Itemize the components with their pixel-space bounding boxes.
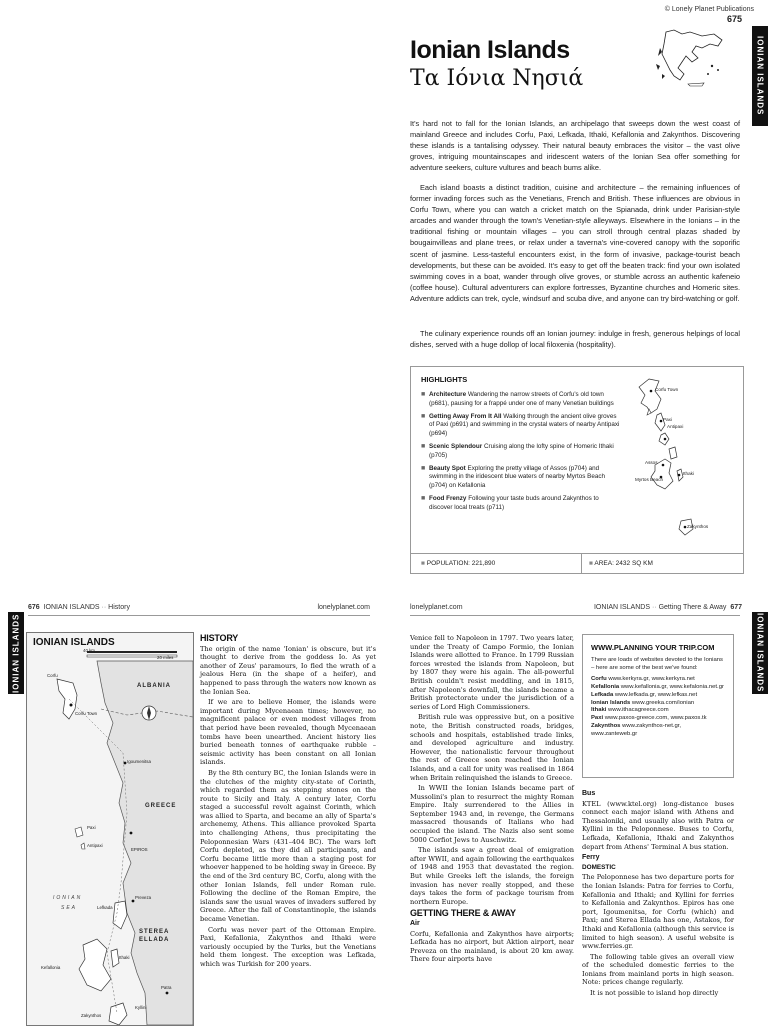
- highlight-item: ■ Food Frenzy Following your taste buds around Zakynthos to discover local treats (p711): [421, 494, 599, 511]
- websites-title: WWW.PLANNING YOUR TRIP.COM: [591, 643, 715, 652]
- map-label-paxi: Paxi: [663, 417, 672, 422]
- map-label-sea: SEA: [61, 905, 78, 911]
- map-label-corfu-town: Corfu Town: [75, 711, 98, 716]
- map-label-ellada: ELLADA: [139, 937, 170, 943]
- chapter-title: Ionian Islands: [410, 36, 570, 64]
- head-rule: [28, 615, 370, 616]
- ferry-paragraph: The Peloponnese has two departure ports for the Ionian Islands: Patra for ferries to Corfu, Kefallonia and Ithaki; and Kyllini for ferries to Kefallonia and Zakynthos. Epiros has one port, Igoumenitsa, for Corfu (which) and Paxi; and Sterea Ellada has one, Astakos, for Ithaki and Kefallonia (although this service is limited to high season). A useful website is www.ferries.gr.: [582, 873, 734, 951]
- highlights-box: [410, 366, 744, 574]
- map-label-sterea: STEREA: [139, 929, 170, 935]
- bullet-icon: ■: [421, 464, 426, 472]
- history-paragraph: If we are to believe Homer, the islands were important during Mycenaean times; however, no magnificent palace or even modest villages from that period have been revealed, though Mycenaean tombs have been unearthed. Ancient history lies buried beneath tonnes of earthquake rubble – seismic activity has been constant on all Ionian islands.: [200, 698, 376, 767]
- map-label-antipaxi: Antipaxi: [667, 424, 684, 429]
- highlights-footer: [411, 553, 743, 574]
- side-tab: IONIAN ISLANDS: [752, 612, 768, 694]
- history-column-continued: [410, 634, 574, 966]
- history-paragraph: By the 8th century BC, the Ionian Islands were in the clutches of the mighty city-state of Corinth, which regarded them as stepping stones on the route to Sicily and Italy. A century later, Corfu staged a successful revolt against Corinth, which was allied to Sparta, and became an ally of Sparta's archenemy, Athens. This alliance provoked Sparta into challenging Athens, thus precipitating the Peloponnesian Wars (431–404 BC). The wars left Corfu depleted, as they did all participants, and Corfu became little more than a staging post for whoever happened to be holding sway in Greece. By the end of the 3rd century BC, Corfu, along with the other Ionian Islands, fell under Roman rule. Following the decline of the Roman Empire, the islands saw the usual waves of invaders suffered by Greece. After the fall of Constantinople, the islands became Venetian.: [200, 768, 376, 923]
- scale-km: 40 km: [83, 648, 95, 653]
- scale-mi: 20 miles: [157, 655, 174, 660]
- map-label-kefallonia: Kefallonia: [41, 965, 61, 970]
- getting-there-heading: GETTING THERE & AWAY: [410, 908, 516, 919]
- ferry-heading: Ferry: [582, 854, 600, 862]
- bullet-icon: ■: [421, 442, 426, 450]
- website-link[interactable]: www.zakynthos-net.gr, www.zanteweb.gr: [591, 723, 682, 738]
- bullet-icon: ■: [421, 494, 426, 502]
- websites-intro: There are loads of websites devoted to the Ionians – here are some of the best we've found:: [591, 657, 723, 671]
- population-stat: ■ POPULATION: 221,890: [421, 560, 496, 567]
- map-label-patra: Patra: [161, 985, 172, 990]
- websites-list: [591, 657, 727, 739]
- head-rule: [410, 615, 740, 616]
- running-head: IONIAN ISLANDS ·· Getting There & Away 677: [593, 604, 742, 611]
- side-tab: IONIAN ISLANDS: [8, 612, 24, 694]
- map-label-kyllini: Kyllini: [135, 1005, 147, 1010]
- website-link[interactable]: www.kefallonia.gr, www.kefalonia.net.gr: [620, 683, 724, 690]
- map-label-ionian: IONIAN: [53, 895, 83, 901]
- map-label-albania: ALBANIA: [137, 683, 171, 689]
- website-entry: Ionian Islands www.greeka.com/ionian: [591, 699, 695, 706]
- highlight-item: ■ Getting Away From It All Walking through the ancient olive groves of Paxi (p691) and swimming in the crystal waters of nearby Antipaxi (p694): [421, 412, 620, 438]
- website-entry: Paxi www.paxos-greece.com, www.paxos.tk: [591, 715, 707, 722]
- map-label-zakynthos: Zakynthos: [81, 1013, 102, 1018]
- bullet-icon: ■: [421, 412, 426, 420]
- map-label-corfu: Corfu: [47, 673, 58, 678]
- website-link[interactable]: www.ithacagreece.com: [608, 707, 669, 714]
- website-link[interactable]: www.paxos-greece.com, www.paxos.tk: [604, 715, 707, 722]
- map-label-igoumenitsa: Igoumenitsa: [127, 759, 151, 764]
- history-paragraph: British rule was oppressive but, on a positive note, the British constructed roads, bridges, schools and hospitals, established trade links, and developed agriculture and industry. However, the nationalistic fervour throughout the rest of Greece soon reached the Ionian Islands, and a call for unity was realised in 1864 when Britain relinquished the islands to Greece.: [410, 713, 574, 782]
- map-label-lefkada: Lefkada: [97, 905, 113, 910]
- locator-map: [652, 26, 732, 88]
- map-label-greece: GREECE: [145, 803, 177, 809]
- websites-box: [582, 634, 734, 778]
- history-paragraph: The origin of the name 'Ionian' is obscure, but it's thought to derive from the goddess Io. As yet another of Zeus' paramours, Io fled the wrath of a jealous Hera (in the shape of a heifer), and happened to pass through the waters now known as the Ionian Sea.: [200, 644, 376, 696]
- map-label-preveza: Preveza: [135, 895, 152, 900]
- map-label-ithaki: Ithaki: [683, 471, 694, 476]
- website-entry: Ithaki www.ithacagreece.com: [591, 707, 669, 714]
- map-label-assos: Assos: [645, 460, 658, 465]
- history-paragraph: In WWII the Ionian Islands became part of Mussolini's plan to resurrect the mighty Roman Empire. Italy surrendered to the Allies in September 1943 and, in revenge, the Germans massacred thousands of Italians who had occupied the island. The Nazis also sent some 5000 Corfiot Jews to Auschwitz.: [410, 784, 574, 844]
- website-entry: Corfu www.kerkyra.gr, www.kerkyra.net: [591, 675, 695, 682]
- map-label-epiros: EPIROS: [131, 847, 148, 852]
- intro-paragraph-1: It's hard not to fall for the Ionian Islands, an archipelago that sweeps down the west coast of mainland Greece and includes Corfu, Paxi, Lefkada, Ithaki, Kefallonia and Zakynthos. Discovering these islands is a tantalising odyssey. Their natural beauty embraces the visitor – the vast olive groves, intriguing mountainscapes and iridescent waters of the Ionian Sea offer something for adventure seekers, culture vultures and beach bums alike.: [410, 119, 740, 173]
- map-label-corfu: Corfu Town: [655, 387, 679, 392]
- highlight-item: ■ Beauty Spot Exploring the pretty village of Assos (p704) and swimming in the iridescent blue waters of nearby Myrtos Beach (p704) on Kefallonia: [421, 464, 606, 490]
- bullet-icon: ■: [421, 391, 426, 398]
- site-url: lonelyplanet.com: [410, 604, 463, 611]
- footer-divider: [581, 554, 582, 574]
- history-paragraph: Venice fell to Napoleon in 1797. Two years later, under the Treaty of Campo Formio, the Ionian Islands were allotted to France. In 1799 Russian forces wrested the islands from Napoleon, but by 1807 they were his again. The all-powerful British couldn't resist meddling, and in 1815, after Napoleon's downfall, the islands became a British protectorate under the jurisdiction of a series of Lord High Commissioners.: [410, 634, 574, 711]
- page-number: 675: [726, 14, 742, 24]
- history-paragraph: The islands saw a great deal of emigration after WWII, and again following the earthquakes of 1948 and 1953 that devastated the region. But while Greeks left the islands, the foreign invasion has never really stopped, and these days takes the form of package tourism from northern Europe.: [410, 846, 574, 906]
- ferry-paragraph: It is not possible to island hop directly: [590, 989, 719, 998]
- bus-paragraph: KTEL (www.ktel.org) long-distance buses connect each major island with Athens and Thessaloniki, and usually also with Patra or Kyllini in the Peloponnese. Buses to Corfu, Lefkada, Kefallonia, Ithaki and Zakynthos depart from Athens' Terminal A bus station.: [582, 799, 734, 851]
- website-link[interactable]: www.kerkyra.gr, www.kerkyra.net: [608, 675, 695, 682]
- website-link[interactable]: www.greeka.com/ionian: [631, 699, 695, 706]
- website-link[interactable]: www.lefkada.gr, www.lefkas.net: [614, 691, 698, 698]
- ionian-islands-map: [26, 632, 194, 1026]
- side-tab: IONIAN ISLANDS: [752, 26, 768, 126]
- map-label-antipaxi: Antipaxi: [87, 843, 103, 848]
- chapter-title-greek: Τα Ιόνια Νησιά: [410, 66, 584, 91]
- running-head: 676 IONIAN ISLANDS ·· History: [28, 604, 130, 611]
- intro-paragraph-3: The culinary experience rounds off an Ionian journey: indulge in fresh, generous helpings of local dishes, served with a huge dollop of local filoxenia (hospitality).: [410, 329, 740, 350]
- highlights-title: HIGHLIGHTS: [421, 375, 468, 384]
- website-entry: Kefallonia www.kefallonia.gr, www.kefalonia.net.gr: [591, 683, 724, 690]
- intro-paragraph-2: Each island boasts a distinct tradition, cuisine and architecture – the remaining influences of former invading forces such as the Venetians, French and British. These influences are obvious in Corfu Town, where you can watch a cricket match on the Spianada, drink under Parisian-style arcades and wander through the town's Venetian-style alleyways. Elsewhere in the Ionians – in the traditional fishing or mountain villages – you can stroll through central plazas shaded by bougainvilleas and plane trees, or relax under a taverna's vine-covered canopy with the soporific scent of jasmine. Less-tasteful encounters exist, in the form of invasive, package-tourist beach developments, but these can be avoided. It's easy to get off the beaten track: find your own isolated swimming coves in a boat, wander through olive groves, or stumble across an authentic kafeneio (coffee house). Cultural adventurers can explore fortresses, Byzantine churches and Homeric sites. Adventure addicts can trek, cycle, windsurf and scuba dive, and anyone can try bird-watching or golf.: [410, 183, 740, 303]
- map-label-ithaki: Ithaki: [119, 955, 130, 960]
- highlights-list: [421, 391, 621, 517]
- highlight-item: ■ Scenic Splendour Cruising along the lofty spine of Homeric Ithaki (p705): [421, 442, 614, 459]
- history-column: [200, 634, 376, 971]
- transport-column: [582, 790, 734, 1000]
- map-label-paxi: Paxi: [87, 825, 96, 830]
- history-heading: HISTORY: [200, 633, 239, 643]
- publisher-credit: © Lonely Planet Publications: [664, 6, 754, 13]
- map-label-myrtos: Myrtos Beach: [635, 477, 664, 482]
- page-gap: [0, 588, 768, 600]
- website-entry: Zakynthos www.zakynthos-net.gr, www.zanteweb.gr: [591, 723, 682, 738]
- area-stat: ■ AREA: 2432 SQ KM: [589, 560, 653, 567]
- air-paragraph: Corfu, Kefallonia and Zakynthos have airports; Lefkada has no airport, but Aktion airport, near Preveza on the mainland, is about 20 km away. There four airports have: [410, 929, 574, 964]
- map-label-zakynthos: Zakynthos: [687, 524, 709, 529]
- highlights-map: [621, 373, 731, 551]
- history-paragraph: Corfu was never part of the Ottoman Empire. Paxi, Kefallonia, Zakynthos and Ithaki were variously occupied by the Turks, but the Venetians held them longest. The exception was Lefkada, which was Turkish for 200 years.: [200, 925, 376, 968]
- bus-heading: Bus: [582, 790, 596, 797]
- site-url: lonelyplanet.com: [317, 604, 370, 611]
- highlight-item: ■ Architecture Wandering the narrow streets of Corfu's old town (p681), pausing for a frappé under one of many Venetian buildings: [421, 391, 614, 407]
- air-heading: Air: [410, 920, 420, 927]
- ferry-paragraph: The following table gives an overall view of the scheduled domestic ferries to the Ionians from mainland ports in high season. Note: prices change regularly.: [582, 952, 734, 987]
- website-entry: Lefkada www.lefkada.gr, www.lefkas.net: [591, 691, 698, 698]
- map-title: IONIAN ISLANDS: [33, 637, 115, 648]
- domestic-heading: DOMESTIC: [582, 863, 616, 871]
